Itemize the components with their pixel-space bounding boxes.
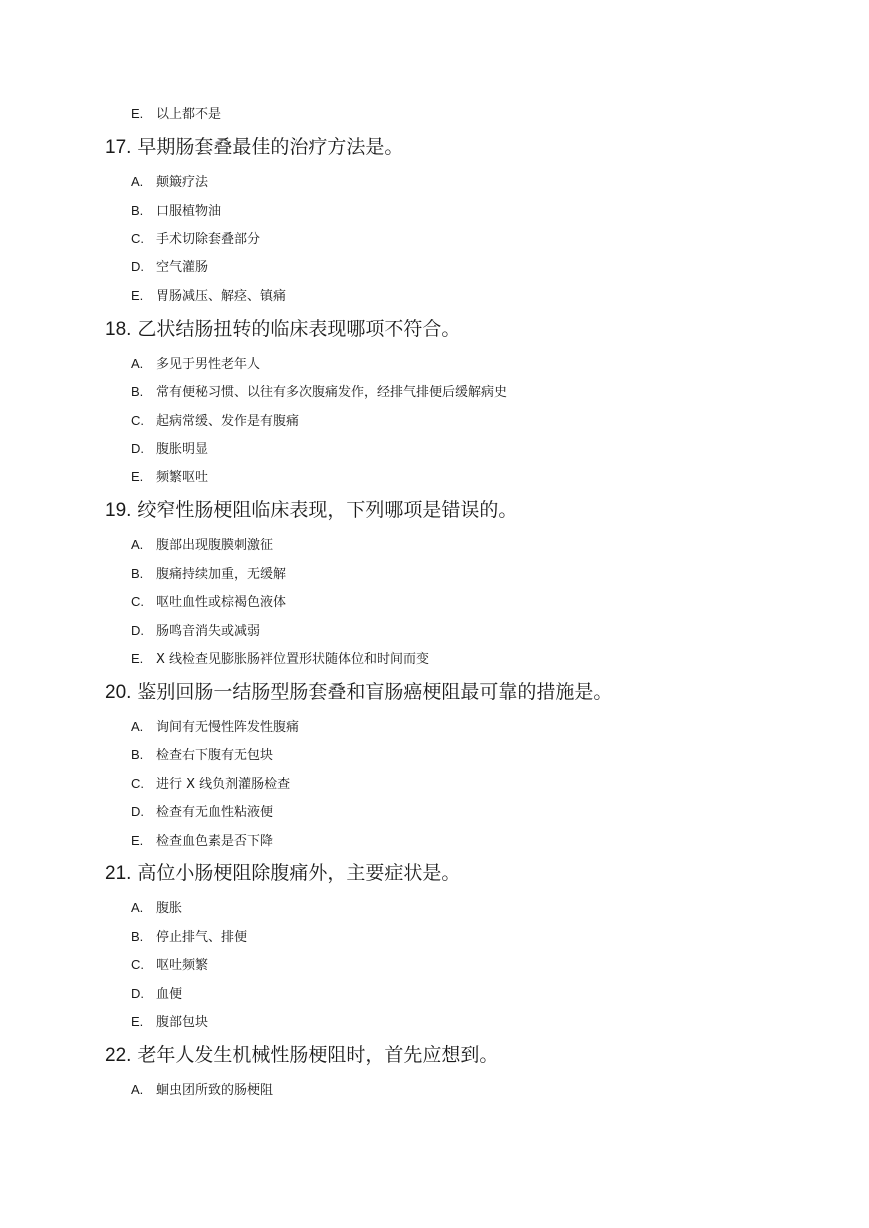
question-17-title xyxy=(105,134,403,161)
question-number: 20. xyxy=(105,682,132,703)
option-letter: E. xyxy=(131,288,144,303)
option-text: 呕吐血性或棕褐色液体 xyxy=(156,595,287,610)
option-item xyxy=(131,202,221,221)
option-text: 口服植物油 xyxy=(156,204,222,219)
option-item xyxy=(131,468,208,487)
option-letter: B. xyxy=(131,566,144,581)
option-letter: A. xyxy=(131,356,144,371)
option-letter: B. xyxy=(131,747,144,762)
option-letter: D. xyxy=(131,804,144,819)
option-text: 腹部出现腹膜刺激征 xyxy=(156,538,274,553)
option-letter: C. xyxy=(131,957,144,972)
option-letter: A. xyxy=(131,900,144,915)
option-item xyxy=(131,440,208,459)
option-letter: E. xyxy=(131,106,144,121)
option-item xyxy=(131,536,273,555)
option-letter: D. xyxy=(131,623,144,638)
question-text: 绞窄性肠梗阻临床表现，下列哪项是错误的。 xyxy=(137,499,518,521)
option-letter: C. xyxy=(131,594,144,609)
option-text: 腹部包块 xyxy=(156,1015,209,1030)
option-item xyxy=(131,565,286,584)
question-number: 22. xyxy=(105,1045,132,1066)
option-letter: E. xyxy=(131,469,144,484)
option-item xyxy=(131,803,273,822)
question-18-title xyxy=(105,316,460,343)
option-letter: D. xyxy=(131,259,144,274)
option-text: 空气灌肠 xyxy=(156,260,209,275)
question-21-title xyxy=(105,860,460,887)
option-item xyxy=(131,746,273,765)
option-text: 频繁呕吐 xyxy=(156,470,209,485)
option-item xyxy=(131,593,286,612)
option-item xyxy=(131,899,182,918)
option-text: 询间有无慢性阵发性腹痛 xyxy=(156,720,300,735)
option-item xyxy=(131,650,429,669)
question-text: 高位小肠梗阻除腹痛外，主要症状是。 xyxy=(137,862,461,884)
question-text: 乙状结肠扭转的临床表现哪项不符合。 xyxy=(137,318,461,340)
option-text: 颠簸疗法 xyxy=(156,175,209,190)
option-item xyxy=(131,928,247,947)
option-text: 手术切除套叠部分 xyxy=(156,232,261,247)
question-22-title xyxy=(105,1042,498,1069)
option-letter: D. xyxy=(131,441,144,456)
option-item xyxy=(131,173,208,192)
option-text: 腹胀 xyxy=(156,901,183,916)
option-text: 呕吐频繁 xyxy=(156,958,209,973)
option-item xyxy=(131,832,273,851)
option-item xyxy=(131,1081,273,1100)
option-letter: C. xyxy=(131,231,144,246)
question-19-title xyxy=(105,497,517,524)
option-text: 多见于男性老年人 xyxy=(156,357,261,372)
option-letter: B. xyxy=(131,384,144,399)
option-item xyxy=(131,287,286,306)
option-letter: B. xyxy=(131,929,144,944)
option-letter: E. xyxy=(131,651,144,666)
question-number: 21. xyxy=(105,863,132,884)
option-letter: A. xyxy=(131,537,144,552)
option-text: 检查右下腹有无包块 xyxy=(156,748,274,763)
option-text: 以上都不是 xyxy=(156,107,222,122)
option-text: 腹痛持续加重，无缓解 xyxy=(156,567,287,582)
option-letter: E. xyxy=(131,1014,144,1029)
option-text: 停止排气、排便 xyxy=(156,930,248,945)
question-text: 老年人发生机械性肠梗阻时，首先应想到。 xyxy=(137,1044,499,1066)
option-text: 腹胀明显 xyxy=(156,442,209,457)
option-letter: A. xyxy=(131,719,144,734)
option-text: X 线检查见膨胀肠袢位置形状随体位和时间而变 xyxy=(156,652,430,667)
question-text: 鉴别回肠一结肠型肠套叠和盲肠癌梗阻最可靠的措施是。 xyxy=(137,681,613,703)
option-letter: D. xyxy=(131,986,144,1001)
question-20-title xyxy=(105,679,612,706)
option-item xyxy=(131,258,208,277)
option-item xyxy=(131,383,507,402)
option-text: 常有便秘习惯、以往有多次腹痛发作，经排气排便后缓解病史 xyxy=(156,385,508,400)
option-item xyxy=(131,412,299,431)
option-item xyxy=(131,956,208,975)
option-letter: E. xyxy=(131,833,144,848)
option-item xyxy=(131,775,290,794)
option-text: 进行 X 线负剂灌肠检查 xyxy=(156,777,291,792)
option-text: 检查血色素是否下降 xyxy=(156,834,274,849)
option-text: 检查有无血性粘液便 xyxy=(156,805,274,820)
option-letter: B. xyxy=(131,203,144,218)
option-text: 胃肠减压、解痉、镇痛 xyxy=(156,289,287,304)
question-text: 早期肠套叠最佳的治疗方法是。 xyxy=(137,136,404,158)
question-number: 17. xyxy=(105,137,132,158)
option-letter: C. xyxy=(131,776,144,791)
question-number: 19. xyxy=(105,500,132,521)
option-text: 蛔虫团所致的肠梗阻 xyxy=(156,1083,274,1098)
question-number: 18. xyxy=(105,319,132,340)
option-item xyxy=(131,230,260,249)
option-item xyxy=(131,622,260,641)
option-item xyxy=(131,1013,208,1032)
option-text: 起病常缓、发作是有腹痛 xyxy=(156,414,300,429)
option-text: 肠鸣音消失或减弱 xyxy=(156,624,261,639)
option-letter: A. xyxy=(131,1082,144,1097)
option-item xyxy=(131,105,221,124)
option-item xyxy=(131,985,182,1004)
option-letter: C. xyxy=(131,413,144,428)
option-letter: A. xyxy=(131,174,144,189)
option-item xyxy=(131,718,299,737)
option-item xyxy=(131,355,260,374)
option-text: 血便 xyxy=(156,987,183,1002)
